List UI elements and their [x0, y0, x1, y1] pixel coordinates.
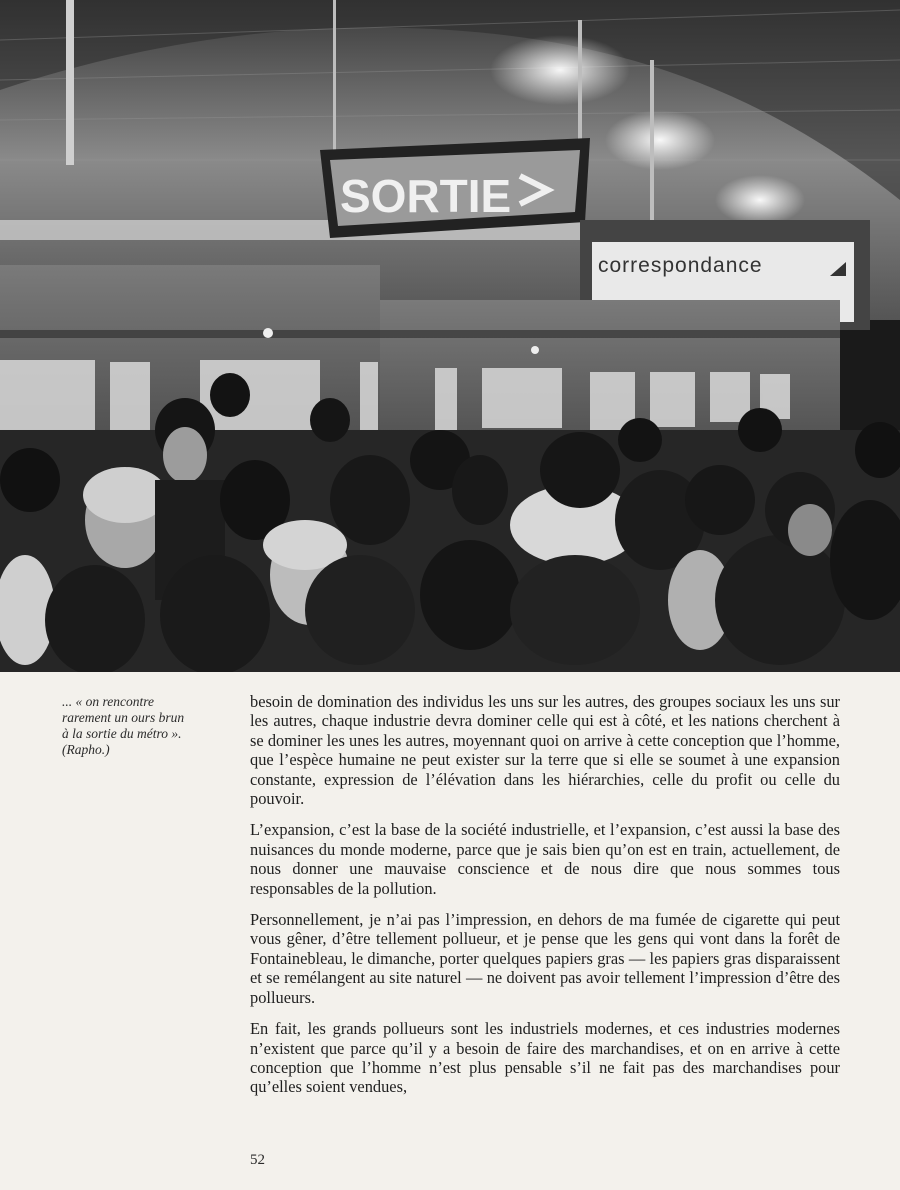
- photo-caption: [62, 694, 232, 758]
- caption-line: à la sortie du métro ».: [62, 726, 182, 741]
- paragraph: En fait, les grands pollueurs sont les industriels modernes, et ces industries modernes n’existent que parce qu’il y a besoin de faire des marchandises, et on en arrive à cette conception que l’homme n’est plus pensable s’il ne fait pas des marchandises pour qu’elles soient vendues,: [250, 1019, 840, 1097]
- caption-line: ... « on rencontre: [62, 694, 154, 709]
- caption-line: (Rapho.): [62, 742, 110, 757]
- paragraph: Personnellement, je n’ai pas l’impression, en dehors de ma fumée de cigarette qui peut vous gêner, d’être tellement pollueur, et je pense que les gens qui vont dans la forêt de Fontainebleau, le dimanche, porter quelques papiers gras — les papiers gras disparaissent et se remélangent au site naturel — ne doivent pas avoir tellement l’impression d’être des pollueurs.: [250, 910, 840, 1007]
- caption-line: rarement un ours brun: [62, 710, 185, 725]
- sortie-sign: [320, 138, 590, 238]
- paragraph: L’expansion, c’est la base de la société industrielle, et l’expansion, c’est aussi la base des nuisances du monde moderne, parce que je sais bien qu’on est en train, actuellement, de nous donner une mauvaise conscience et de nous dire que nous sommes tous responsables de la pollution.: [250, 820, 840, 898]
- sortie-sign-label: SORTIE: [340, 170, 512, 222]
- paragraph: besoin de domination des individus les uns sur les autres, des groupes sociaux les uns sur les autres, chaque industrie devra dominer celle qui est à côté, et les nations cherchent à se dominer les unes les autres, moyennant quoi on arrive à cette conception que l’homme, que l’espèce humaine ne peut exister sur la terre que si elle se soumet à une expansion constante, expression de l’élévation dans les hiérarchies, celle du profit ou celle du pouvoir.: [250, 692, 840, 809]
- page-number: 52: [250, 1152, 265, 1168]
- body-text: [250, 692, 840, 1109]
- correspondance-sign-label: correspondance: [598, 254, 763, 277]
